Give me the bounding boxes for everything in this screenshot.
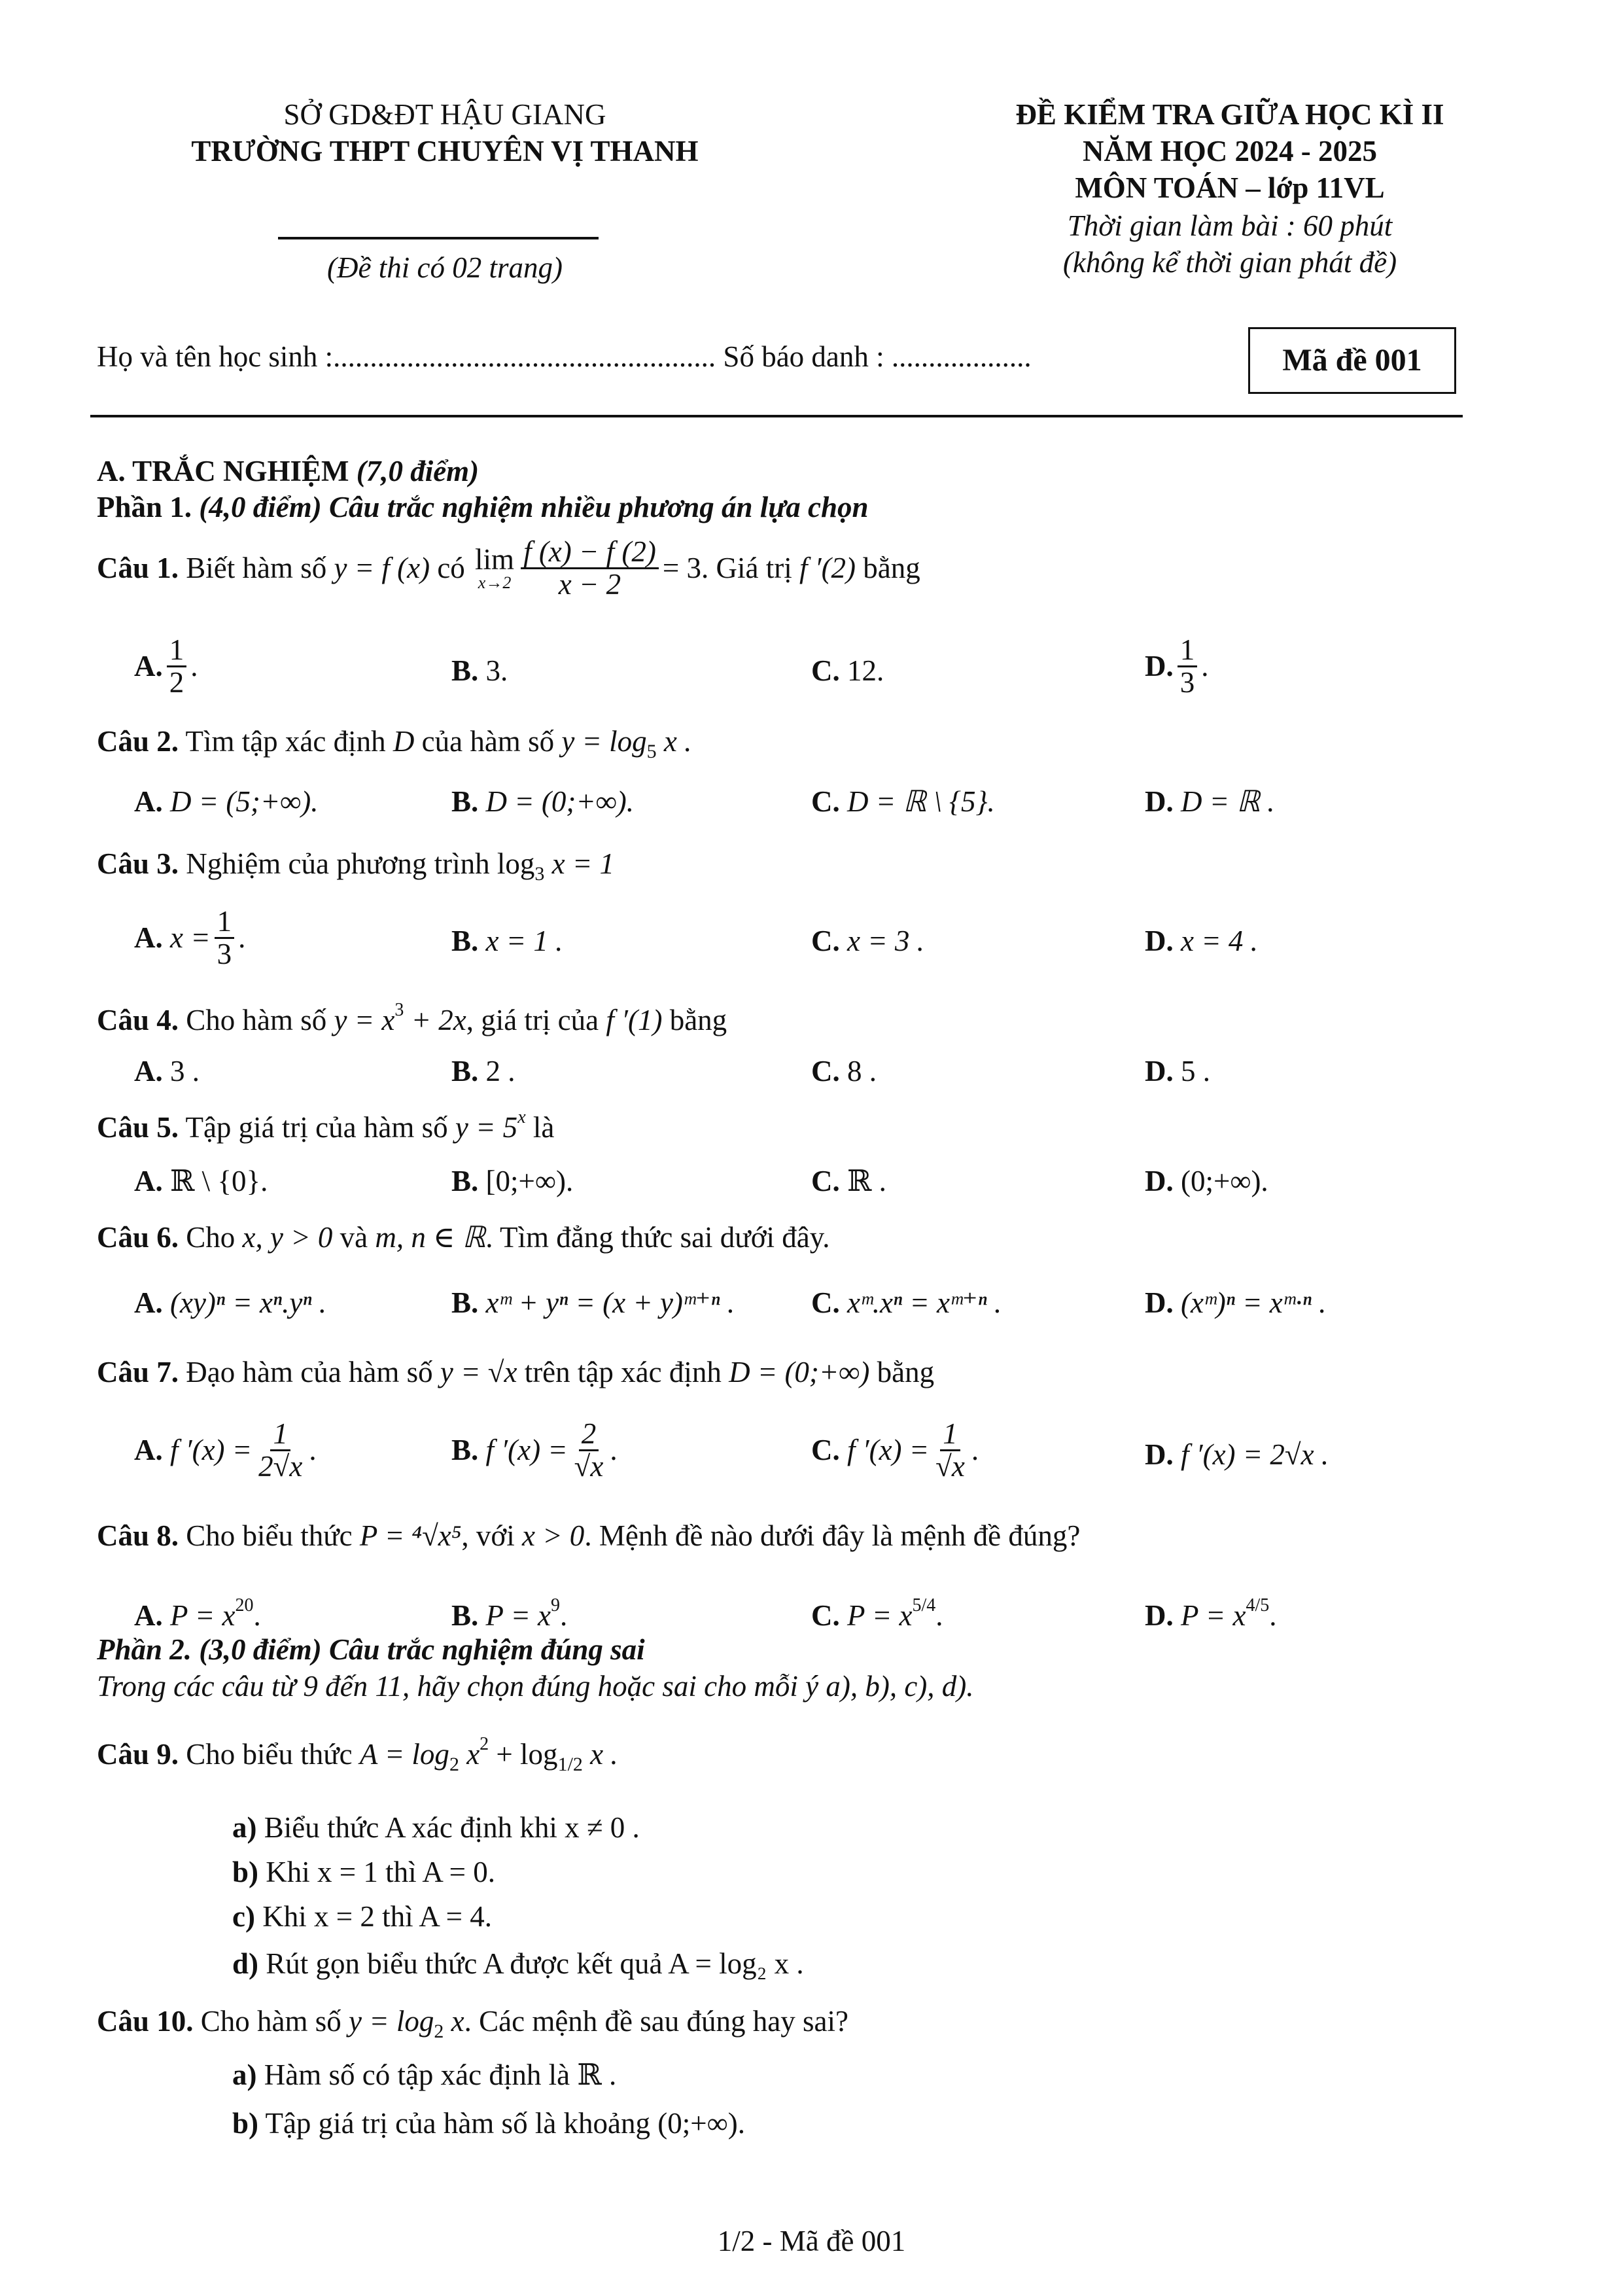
exam-code: Mã đề 001 (1282, 343, 1422, 378)
q9-statement-c: c) Khi x = 2 thì A = 4. (232, 1900, 493, 1933)
q5-option-d: D. (0;+∞). (1145, 1165, 1268, 1197)
q8-option-d: D. $P = x^{4/5}$. (1145, 1595, 1277, 1632)
q6-option-d: D. (xᵐ)ⁿ = xᵐ·ⁿ . (1145, 1286, 1327, 1319)
q6-option-c: C. xᵐ.xⁿ = xᵐ⁺ⁿ . (811, 1286, 1002, 1319)
part2-instruction: Trong các câu từ 9 đến 11, hãy chọn đúng hoặc sai cho mỗi ý a), b), c), d). (97, 1670, 974, 1703)
question-8: Câu 8. Cho biểu thức P = ⁴√x⁵, với x > 0. Mệnh đề nào dưới đây là mệnh đề đúng? (97, 1519, 1081, 1552)
question-5: Câu 5. Tập giá trị của hàm số $y = 5^x$ là (97, 1107, 555, 1144)
student-info-line: Họ và tên học sinh :.................................................... Số báo danh : ................... (97, 340, 1032, 373)
duration-note: (không kể thời gian phát đề) (1062, 246, 1397, 279)
question-9: Câu 9. Cho biểu thức $A = \log_2 x^2 + \log_{1/2} x$ . (97, 1734, 618, 1775)
q1-option-a: A. $\frac{1}{2}$ . (134, 633, 198, 699)
q2-option-a: A. D = (5;+∞). (134, 785, 319, 818)
question-10: Câu 10. Cho hàm số $y = \log_2 x$. Các mệnh đề sau đúng hay sai? (97, 2005, 848, 2042)
q1-option-d: D. $\frac{1}{3}$ . (1145, 633, 1209, 699)
question-1: Câu 1. Biết hàm số y = f (x) có lim x→2 $\frac{f (x) - f (2)}{x - 2}$ = 3 . Giá trị f ′(2) bằng (97, 535, 920, 601)
part2-heading: Phần 2. (3,0 điểm) Câu trắc nghiệm đúng sai (97, 1633, 645, 1666)
school-department: SỞ GD&ĐT HẬU GIANG (283, 98, 606, 131)
page-footer: 1/2 - Mã đề 001 (717, 2225, 906, 2257)
q3-option-c: C. x = 3 . (811, 925, 924, 957)
subject: MÔN TOÁN – lớp 11VL (1075, 171, 1385, 204)
q5-option-b: B. [0;+∞). (451, 1165, 574, 1197)
question-2: Câu 2. Tìm tập xác định D của hàm số $y = \log_5 x$ . (97, 725, 692, 762)
q2-option-b: B. D = (0;+∞). (451, 785, 635, 818)
section-a-heading: A. TRẮC NGHIỆM (7,0 điểm) (97, 455, 480, 487)
q1-option-b: B. 3. (451, 654, 508, 687)
q4-option-a: A. 3 . (134, 1055, 200, 1087)
q9-statement-b: b) Khi x = 1 thì A = 0. (232, 1856, 496, 1888)
q8-option-b: B. $P = x^9$. (451, 1595, 568, 1632)
q4-option-b: B. 2 . (451, 1055, 515, 1087)
question-6: Câu 6. Cho x, y > 0 và m, n ∈ ℝ. Tìm đẳng thức sai dưới đây. (97, 1221, 830, 1254)
q6-option-a: A. (xy)ⁿ = xⁿ.yⁿ . (134, 1286, 326, 1319)
q4-option-c: C. 8 . (811, 1055, 877, 1087)
part1-heading: Phần 1. (4,0 điểm) Câu trắc nghiệm nhiều phương án lựa chọn (97, 491, 869, 523)
q1-option-c: C. 12. (811, 654, 884, 687)
question-7: Câu 7. Đạo hàm của hàm số y = √x trên tập xác định D = (0;+∞) bằng (97, 1356, 935, 1388)
q10-statement-a: a) Hàm số có tập xác định là ℝ . (232, 2058, 617, 2091)
q3-option-a: A. x = $\frac{1}{3}$ . (134, 905, 246, 971)
question-3: Câu 3. Nghiệm của phương trình $\log_3 x = 1$ (97, 847, 614, 885)
q8-option-c: C. $P = x^{5/4}$. (811, 1595, 943, 1632)
q7-option-c: C. f ′(x) = $\frac{1}{√x}$ . (811, 1417, 979, 1483)
q7-option-a: A. f ′(x) = $\frac{1}{2√x}$ . (134, 1417, 317, 1483)
q4-option-d: D. 5 . (1145, 1055, 1210, 1087)
q2-option-d: D. D = ℝ . (1145, 785, 1275, 818)
q3-option-d: D. x = 4 . (1145, 925, 1258, 957)
q1-fraction: $\frac{f (x) - f (2)}{x - 2}$ (521, 537, 659, 601)
duration: Thời gian làm bài : 60 phút (1067, 209, 1393, 242)
q10-statement-b: b) Tập giá trị của hàm số là khoảng (0;+∞). (232, 2107, 745, 2140)
header-divider (278, 237, 599, 239)
page-count-note: (Đề thi có 02 trang) (327, 251, 563, 284)
q9-statement-d: d) Rút gọn biểu thức A được kết quả A = log₂ x . (232, 1947, 804, 1980)
exam-code-box (1248, 327, 1456, 394)
q7-option-d: D. f ′(x) = 2√x . (1145, 1438, 1329, 1471)
q3-option-b: B. x = 1 . (451, 925, 563, 957)
q7-option-b: B. f ′(x) = $\frac{2}{√x}$ . (451, 1417, 618, 1483)
header-bottom-rule (90, 415, 1463, 417)
q5-option-a: A. ℝ \ {0}. (134, 1165, 268, 1197)
q2-option-c: C. D = ℝ \ {5}. (811, 785, 995, 818)
school-name: TRƯỜNG THPT CHUYÊN VỊ THANH (191, 135, 699, 168)
question-4: Câu 4. Cho hàm số $y = x^3 + 2x$, giá trị của f ′(1) bằng (97, 1000, 727, 1036)
q6-option-b: B. xᵐ + yⁿ = (x + y)ᵐ⁺ⁿ . (451, 1286, 735, 1319)
exam-title: ĐỀ KIỂM TRA GIỮA HỌC KÌ II (1015, 98, 1444, 131)
school-year: NĂM HỌC 2024 - 2025 (1083, 135, 1377, 168)
q8-option-a: A. $P = x^{20}$. (134, 1595, 261, 1632)
q5-option-c: C. ℝ . (811, 1165, 886, 1197)
q9-statement-a: a) Biểu thức A xác định khi x ≠ 0 . (232, 1811, 640, 1844)
